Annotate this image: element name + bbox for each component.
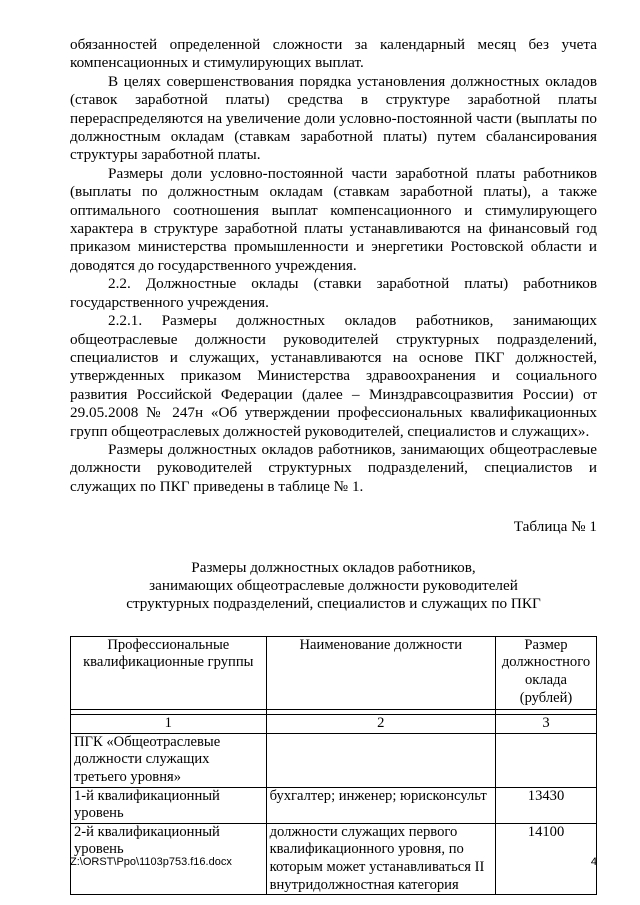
document-page: [70, 36, 597, 895]
paragraph-6: Размеры должностных окладов работников, занимающих общеотраслевые должности руководителей структурных подразделений, специалистов и служащих по ПКГ приведены в таблице № 1.: [70, 440, 597, 495]
caption-line: структурных подразделений, специалистов и служащих по ПКГ: [126, 595, 541, 613]
table-header-row: [71, 636, 597, 709]
table-cell: 14100: [496, 823, 597, 894]
table-cell: 1-й квалификационный уровень: [71, 787, 267, 823]
column-number-row: [71, 715, 597, 734]
column-number: 3: [496, 715, 597, 734]
table-cell: 2-й квалификационный уровень: [71, 823, 267, 894]
paragraph-2: В целях совершенствования порядка установления должностных окладов (ставок заработной платы) средства в структуре заработной платы перераспределяются на увеличение доли условно-постоянной части (выплаты по должностным окладам (ставкам заработной платы) путем сбалансирования структуры заработной платы.: [70, 72, 597, 164]
table-row: [71, 787, 597, 823]
header-cell: Профессиональные квалификационные группы: [71, 636, 267, 709]
paragraph-3: Размеры доли условно-постоянной части заработной платы работников (выплаты по должностным окладам (ставкам заработной платы), а также оптимального соотношения выплат компенсационного и стимулирующего характера в структуре заработной платы устанавливаются на финансовый год приказом министерства промышленности и энергетики Ростовской области и доводятся до государственного учреждения.: [70, 164, 597, 274]
paragraph-5: 2.2.1. Размеры должностных окладов работников, занимающих общеотраслевые должности руководителей структурных подразделений, специалистов и служащих, устанавливаются на основе ПКГ должностей, утвержденных приказом Министерства здравоохранения и социального развития Российской Федерации (далее – Минздравсоцразвития России) от 29.05.2008 № 247н «Об утверждении профессиональных квалификационных групп общеотраслевых должностей руководителей, специалистов и служащих».: [70, 312, 597, 440]
header-cell: Размер должностного оклада (рублей): [496, 636, 597, 709]
table-row: [71, 733, 597, 787]
table-caption: [70, 559, 597, 614]
caption-line: занимающих общеотраслевые должности руководителей: [149, 576, 518, 594]
caption-line: Размеры должностных окладов работников,: [191, 558, 476, 576]
paragraph-4: 2.2. Должностные оклады (ставки заработной платы) работников государственного учреждения.: [70, 275, 597, 311]
table-cell: 13430: [496, 787, 597, 823]
column-number: 1: [71, 715, 267, 734]
paragraph-1: обязанностей определенной сложности за календарный месяц без учета компенсационных и стимулирующих выплат.: [70, 36, 597, 72]
file-path: Z:\ORST\Ppo\1103p753.f16.docx: [70, 856, 232, 868]
table-cell: ПГК «Общеотраслевые должности служащих третьего уровня»: [71, 733, 267, 787]
table-cell: бухгалтер; инженер; юрисконсульт: [266, 787, 495, 823]
table-cell: [266, 733, 495, 787]
table-number: Таблица № 1: [513, 518, 597, 536]
column-number: 2: [266, 715, 495, 734]
table-cell: [496, 733, 597, 787]
page-number: 4: [590, 856, 597, 868]
table-cell: должности служащих первого квалификационного уровня, по которым может устанавливаться II внутридолжностная категория: [266, 823, 495, 894]
page-footer: [70, 856, 597, 868]
header-cell: Наименование должности: [266, 636, 495, 709]
